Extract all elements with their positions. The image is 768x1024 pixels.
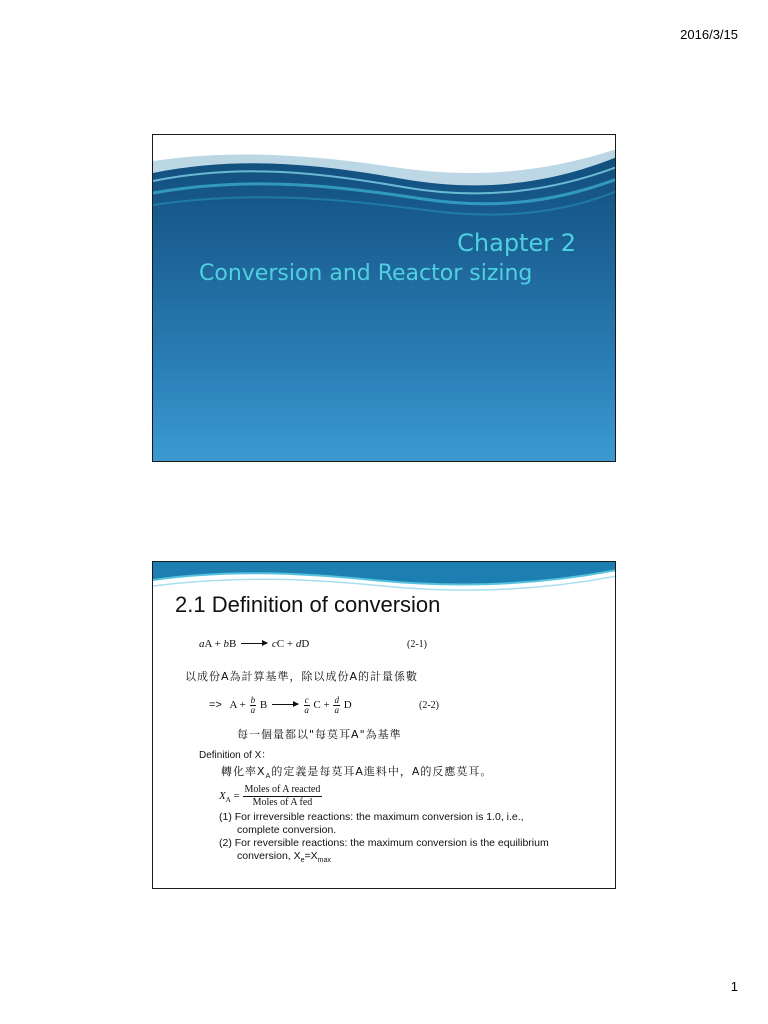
arrow-icon <box>272 704 298 705</box>
slide-chapter-title <box>152 134 616 462</box>
slide-title: 2.1 Definition of conversion <box>175 592 441 617</box>
chapter-heading: Chapter 2 <box>457 229 576 257</box>
irreversible-note: (1) For irreversible reactions: the maximum conversion is 1.0, i.e., complete conversion. <box>219 811 524 836</box>
equation-number: (2-2) <box>419 700 439 711</box>
arrow-icon <box>241 643 267 644</box>
basis-note: 以成份A為計算基準，除以成份A的計量係數 <box>185 670 419 683</box>
page-date: 2016/3/15 <box>680 27 738 42</box>
slide-definition-of-conversion <box>152 561 616 889</box>
page-number: 1 <box>730 979 738 994</box>
reaction-equation-2-1: aA + bB cC + dD <box>199 638 310 650</box>
basis-note-2: 每一個量都以"每莫耳A"為基準 <box>237 728 402 741</box>
reversible-note: (2) For reversible reactions: the maximum conversion is the equilibrium conversion, $X_e=X_{max}$ <box>219 837 549 865</box>
reaction-equation-2-2: => A + $\frac{b}{a}$ B $\frac{c}{a}$ C + $\frac{d}{a}$ D <box>209 695 352 715</box>
conversion-definition-cn: 轉化率$X_A$的定義是每莫耳A進料中，A的反應莫耳。 <box>221 765 493 781</box>
chapter-subtitle: Conversion and Reactor sizing <box>199 261 533 286</box>
equation-number: (2-1) <box>407 639 427 650</box>
conversion-formula: $X_A$ = Moles of A reacted Moles of A fed <box>219 784 321 808</box>
definition-label: Definition of X： <box>199 750 272 761</box>
